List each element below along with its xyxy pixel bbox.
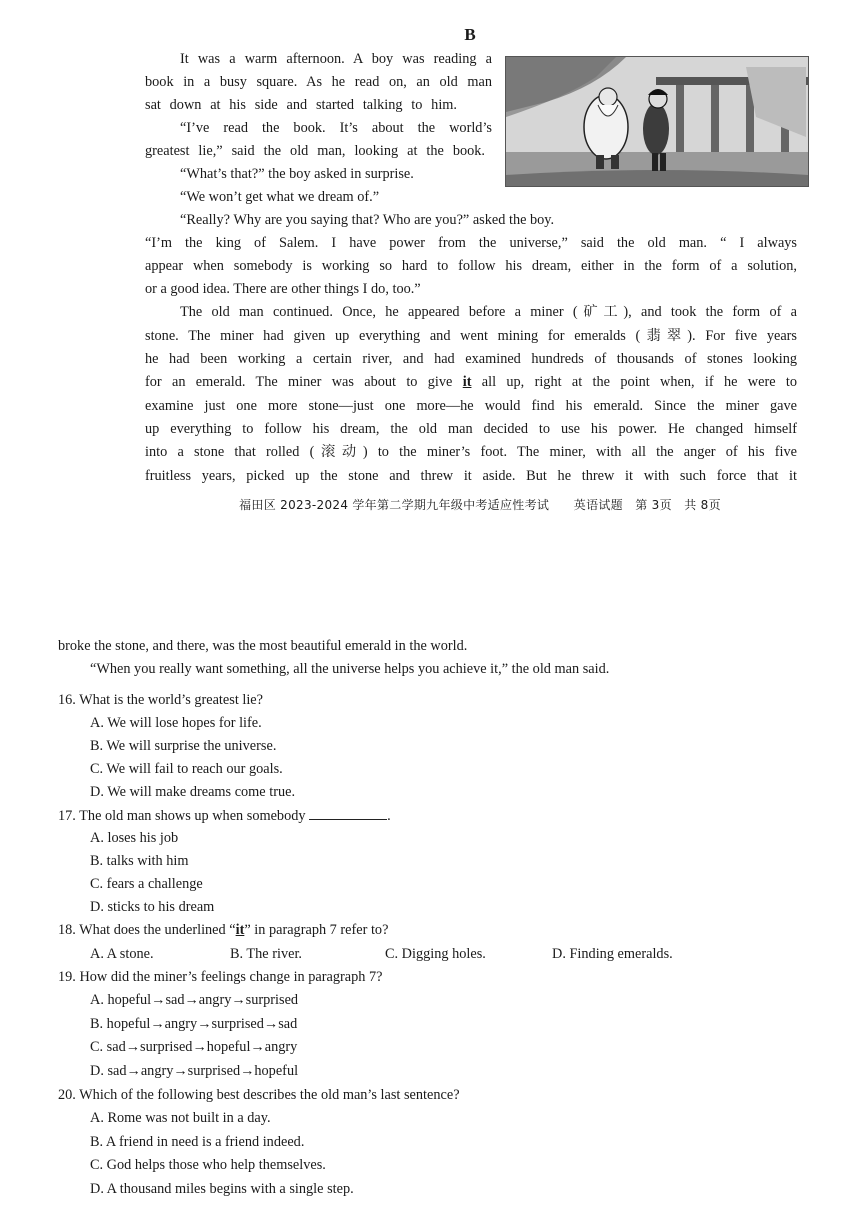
question-16-option-a[interactable]: A. We will lose hopes for life. (90, 715, 262, 731)
answer-blank[interactable] (309, 807, 387, 820)
question-17-option-a[interactable]: A. loses his job (90, 830, 179, 846)
passage-line: he had been working a certain river, and had examined hundreds of thousands of stones looking (145, 351, 797, 367)
question-17-stem (58, 807, 391, 825)
question-16-option-b[interactable]: B. We will surprise the universe. (90, 738, 277, 754)
passage-line: examine just one more stone—just one more—he would find his emerald. Since the miner gave (145, 398, 797, 414)
question-16-stem: 16. What is the world’s greatest lie? (58, 692, 264, 708)
question-20-stem: 20. Which of the following best describes the old man’s last sentence? (58, 1087, 460, 1103)
question-18-option-c[interactable]: C. Digging holes. (385, 946, 486, 962)
passage-line: greatest lie,” said the old man, looking at the book. (145, 143, 485, 159)
question-18-option-a[interactable]: A. A stone. (90, 946, 154, 962)
question-18-option-d[interactable]: D. Finding emeralds. (552, 946, 673, 962)
question-17-option-d[interactable]: D. sticks to his dream (90, 899, 215, 915)
question-17-option-b[interactable]: B. talks with him (90, 853, 189, 869)
question-18-text: ” in paragraph 7 refer to? (244, 922, 389, 938)
passage-line: up everything to follow his dream, the old man decided to use his power. He changed himself (145, 421, 797, 437)
page-footer: 福田区 2023-2024 学年第二学期九年级中考适应性考试 英语试题 第 3页 共 8页 (239, 498, 721, 512)
underlined-it: it (235, 922, 245, 938)
question-18-text: 18. What does the underlined “ (58, 922, 236, 938)
passage-line: into a stone that rolled (滚动) to the miner’s foot. The miner, with all the anger of his five (145, 444, 797, 460)
question-20-option-b[interactable]: B. A friend in need is a friend indeed. (90, 1134, 305, 1150)
question-20-option-d[interactable]: D. A thousand miles begins with a single step. (90, 1181, 354, 1197)
passage-text: all up, right at the point when, if he were to (471, 374, 797, 390)
question-18-option-b[interactable]: B. The river. (230, 946, 303, 962)
story-illustration (505, 56, 809, 187)
question-17-period: . (387, 808, 391, 824)
king-and-boy-illustration (506, 57, 808, 186)
passage-line: “What’s that?” the boy asked in surprise. (180, 166, 414, 182)
passage-line: broke the stone, and there, was the most beautiful emerald in the world. (58, 638, 468, 654)
passage-line: “I’ve read the book. It’s about the world’s (180, 120, 492, 136)
question-19-option-c[interactable]: C. sad→surprised→hopeful→angry (90, 1039, 298, 1055)
question-19-option-b[interactable]: B. hopeful→angry→surprised→sad (90, 1016, 298, 1032)
passage-line: stone. The miner had given up everything and went mining for emeralds (翡翠). For five years (145, 328, 797, 344)
question-18-stem (58, 922, 388, 939)
question-16-option-d[interactable]: D. We will make dreams come true. (90, 784, 296, 800)
section-title: B (464, 25, 476, 44)
passage-line: “Really? Why are you saying that? Who are you?” asked the boy. (180, 212, 555, 228)
passage-line: or a good idea. There are other things I do, too.” (145, 281, 421, 297)
question-20-option-a[interactable]: A. Rome was not built in a day. (90, 1110, 271, 1126)
passage-line: fruitless years, picked up the stone and threw it aside. But he threw it with such force that it (145, 468, 797, 484)
passage-line: appear when somebody is working so hard to follow his dream, either in the form of a solution, (145, 258, 797, 274)
question-16-option-c[interactable]: C. We will fail to reach our goals. (90, 761, 283, 777)
passage-line-underlined-it (145, 371, 797, 395)
question-17-option-c[interactable]: C. fears a challenge (90, 876, 203, 892)
passage-line: sat down at his side and started talking to him. (145, 97, 457, 113)
passage-line: “When you really want something, all the universe helps you achieve it,” the old man said. (90, 661, 610, 677)
question-17-text: 17. The old man shows up when somebody (58, 808, 306, 824)
underlined-it: it (462, 374, 472, 390)
passage-line: The old man continued. Once, he appeared before a miner (矿工), and took the form of a (180, 304, 797, 320)
passage-line: “We won’t get what we dream of.” (180, 189, 380, 205)
question-19-option-a[interactable]: A. hopeful→sad→angry→surprised (90, 992, 299, 1008)
question-19-option-d[interactable]: D. sad→angry→surprised→hopeful (90, 1063, 299, 1079)
passage-text: for an emerald. The miner was about to give (145, 374, 463, 390)
passage-line: book in a busy square. As he read on, an old man (145, 74, 492, 90)
passage-line: “I’m the king of Salem. I have power from the universe,” said the old man. “ I always (145, 235, 797, 251)
question-19-stem: 19. How did the miner’s feelings change in paragraph 7? (58, 969, 383, 985)
question-20-option-c[interactable]: C. God helps those who help themselves. (90, 1157, 326, 1173)
passage-line: It was a warm afternoon. A boy was reading a (180, 51, 492, 67)
